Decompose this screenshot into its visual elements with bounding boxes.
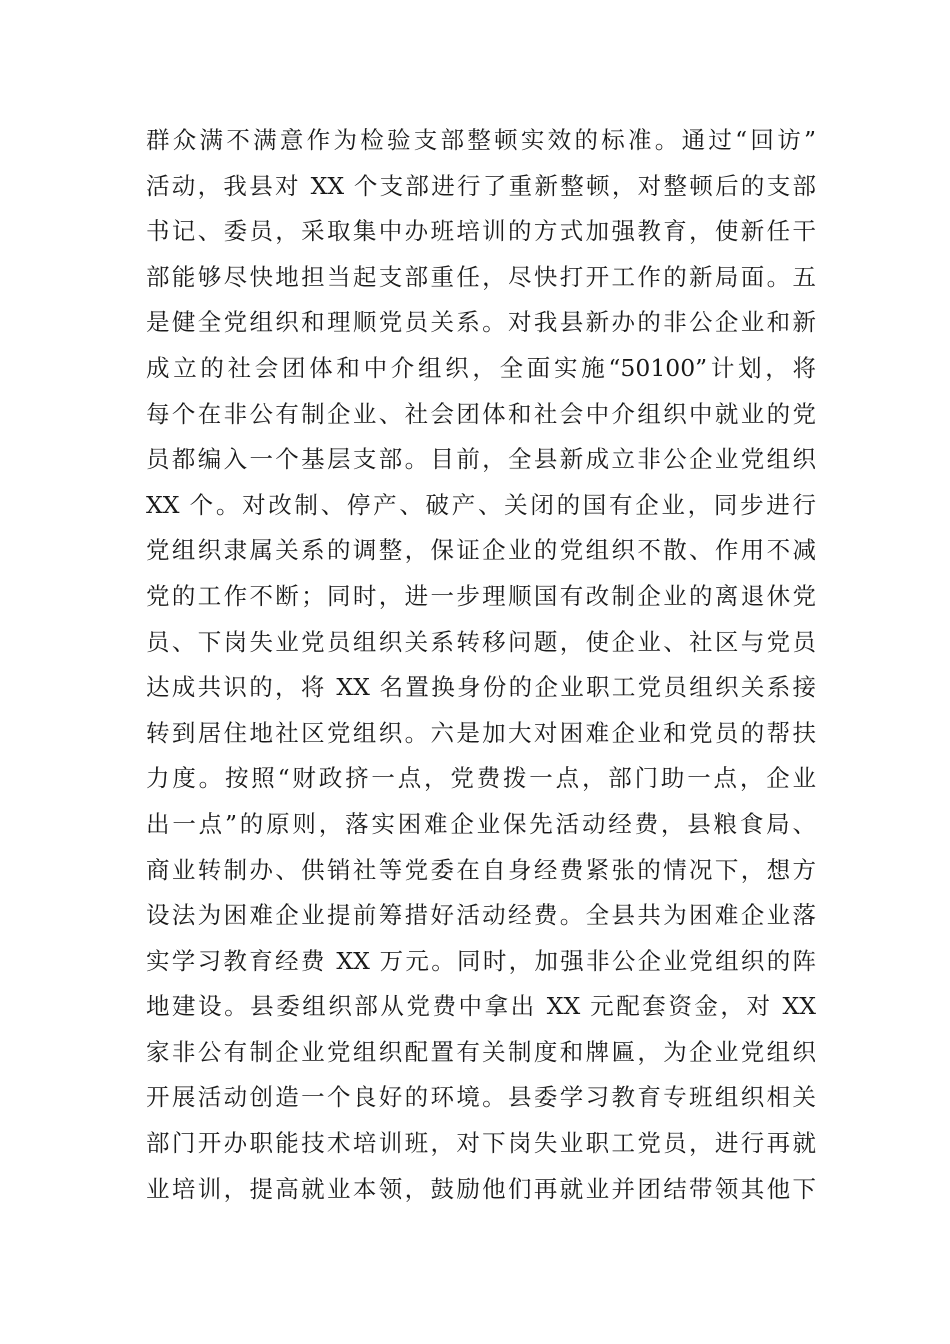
text-line: 实学习教育经费 XX 万元。同时，加强非公企业党组织的阵: [146, 946, 816, 975]
text-line: 党的工作不断；同时，进一步理顺国有改制企业的离退休党: [146, 581, 816, 610]
text-line: 达成共识的，将 XX 名置换身份的企业职工党员组织关系接: [146, 673, 816, 702]
text-line: 员都编入一个基层支部。目前，全县新成立非公企业党组织: [146, 445, 816, 474]
text-line: 家非公有制企业党组织配置有关制度和牌匾，为企业党组织: [146, 1037, 816, 1066]
text-line: 书记、委员，采取集中办班培训的方式加强教育，使新任干: [146, 217, 816, 246]
text-line: 力度。按照“财政挤一点，党费拨一点，部门助一点，企业: [146, 764, 816, 793]
text-line: 开展活动创造一个良好的环境。县委学习教育专班组织相关: [146, 1083, 816, 1112]
text-line: 业培训，提高就业本领，鼓励他们再就业并团结带领其他下: [146, 1174, 816, 1203]
text-line: 地建设。县委组织部从党费中拿出 XX 元配套资金，对 XX: [146, 992, 816, 1021]
text-line: 群众满不满意作为检验支部整顿实效的标准。通过“回访”: [146, 126, 816, 154]
body-text: [146, 118, 816, 1212]
text-line: 是健全党组织和理顺党员关系。对我县新办的非公企业和新: [146, 308, 816, 337]
text-line: 活动，我县对 XX 个支部进行了重新整顿，对整顿后的支部: [146, 171, 816, 200]
text-line: 商业转制办、供销社等党委在自身经费紧张的情况下，想方: [146, 855, 816, 884]
text-line: 党组织隶属关系的调整，保证企业的党组织不散、作用不减: [146, 536, 816, 565]
text-line: 每个在非公有制企业、社会团体和社会中介组织中就业的党: [146, 399, 816, 428]
text-line: 设法为困难企业提前筹措好活动经费。全县共为困难企业落: [146, 901, 816, 930]
text-line: 成立的社会团体和中介组织，全面实施“50100”计划，将: [146, 353, 816, 382]
text-line: 部能够尽快地担当起支部重任，尽快打开工作的新局面。五: [146, 262, 816, 291]
text-line: 部门开办职能技术培训班，对下岗失业职工党员，进行再就: [146, 1129, 816, 1158]
text-line: 转到居住地社区党组织。六是加大对困难企业和党员的帮扶: [146, 718, 816, 747]
text-line: XX 个。对改制、停产、破产、关闭的国有企业，同步进行: [146, 490, 816, 519]
text-line: 员、下岗失业党员组织关系转移问题，使企业、社区与党员: [146, 627, 816, 656]
text-line: 出一点”的原则，落实困难企业保先活动经费，县粮食局、: [146, 809, 816, 838]
